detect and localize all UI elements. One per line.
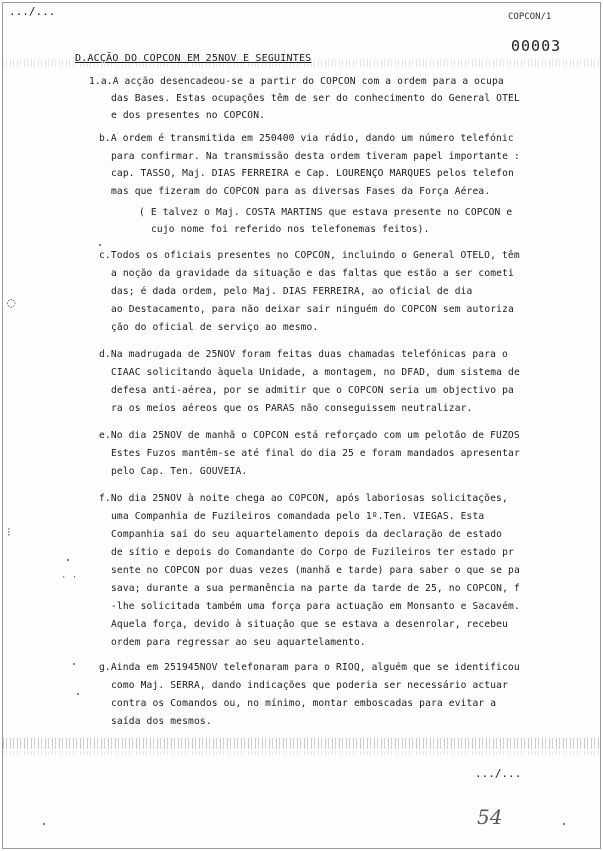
paragraph-line: c.Todos os oficiais presentes no COPCON, incluindo o General OTELO, têm: [99, 250, 520, 261]
paragraph-line: a noção da gravidade da situação e das faltas que estão a ser cometi: [111, 268, 514, 279]
paragraph-line: defesa anti-aérea, por se admitir que o COPCON seria um objectivo pa: [111, 385, 514, 396]
paragraph-line: f.No dia 25NOV à noite chega ao COPCON, após laboriosas solicitações,: [99, 493, 508, 504]
paragraph-line: das Bases. Estas ocupações têm de ser do conhecimento do General OTEL: [111, 93, 520, 104]
paragraph-line: uma Companhia de Fuzileiros comandada pelo 1º.Ten. VIEGAS. Esta: [111, 511, 485, 522]
margin-dots: · ·: [61, 573, 78, 583]
paragraph-line: mas que fizeram do COPCON para as diversas Fases da Força Aérea.: [111, 186, 491, 197]
paragraph-line: cujo nome foi referido nos telefonemas feitos).: [151, 224, 430, 235]
margin-mark: ◌: [7, 295, 16, 311]
continuation-mark: .../...: [475, 767, 522, 780]
paragraph-line: b.A ordem é transmitida em 250400 via rádio, dando um número telefónic: [99, 133, 514, 144]
paragraph-line: das; é dada ordem, pelo Maj. DIAS FERREIRA, ao oficial de dia: [111, 286, 473, 297]
paragraph-line: sava; durante a sua permanência na parte da tarde de 25, no COPCON, f: [111, 583, 520, 594]
paragraph-line: para confirmar. Na transmissão desta ordem tiveram papel importante :: [111, 151, 520, 162]
paragraph-line: Companhia saí do seu aquartelamento depois da declaração de estado: [111, 529, 503, 540]
paragraph-line: g.Ainda em 251945NOV telefonaram para o RIOQ, alguém que se identificou: [99, 662, 520, 673]
scan-noise-band: [3, 751, 600, 755]
paragraph-line: ordem para regressar ao seu aquartelamento.: [111, 637, 366, 648]
header-left-mark: .../...: [9, 5, 56, 18]
handwritten-page-number: 54: [477, 805, 503, 829]
document-reference: COPCON/1: [508, 12, 552, 22]
paragraph-line: Estes Fuzos mantêm-se até final do dia 25 e foram mandados apresentar: [111, 448, 520, 459]
paragraph-line: ção do oficial de serviço ao mesmo.: [111, 322, 319, 333]
paragraph-line: contra os Comandos ou, no mínimo, montar emboscadas para evitar a: [111, 698, 497, 709]
document-page: [2, 2, 601, 849]
paragraph-line: ao Destacamento, para não deixar sair ninguém do COPCON sem autoriza: [111, 304, 514, 315]
paragraph-line: ( E talvez o Maj. COSTA MARTINS que estava presente no COPCON e: [139, 207, 513, 218]
paragraph-line: como Maj. SERRA, dando indicações que poderia ser necessário actuar: [111, 680, 509, 691]
paragraph-line: CIAAC solicitando àquela Unidade, a montagem, no DFAD, dum sistema de: [111, 367, 520, 378]
paragraph-line: e dos presentes no COPCON.: [111, 110, 266, 121]
paragraph-line: Aquela força, devido à situação que se estava a desenrolar, recebeu: [111, 619, 509, 630]
paragraph-line: -lhe solicitada também uma força para actuação em Monsanto e Sacavém.: [111, 601, 520, 612]
paragraph-line: pelo Cap. Ten. GOUVEIA.: [111, 466, 248, 477]
scan-noise-band: [3, 738, 600, 749]
paragraph-line: cap. TASSO, Maj. DIAS FERREIRA e Cap. LOURENÇO MARQUES pelos telefon: [111, 168, 514, 179]
paragraph-line: e.No dia 25NOV de manhã o COPCON está reforçado com um pelotão de FUZOS: [99, 430, 520, 441]
section-title: D.ACÇÃO DO COPCON EM 25NOV E SEGUINTES: [75, 53, 312, 64]
paragraph-line: ra os meios aéreos que os PARAS não conseguissem neutralizar.: [111, 403, 473, 414]
paragraph-line: de sítio e depois do Comandante do Corpo de Fuzileiros ter estado pr: [111, 547, 514, 558]
page-code: 00003: [511, 37, 562, 55]
margin-mark: ⁝: [7, 525, 11, 539]
paragraph-line: 1.a.A acção desencadeou-se a partir do COPCON com a ordem para a ocupa: [89, 76, 504, 87]
paragraph-line: saída dos mesmos.: [111, 716, 212, 727]
paragraph-line: d.Na madrugada de 25NOV foram feitas duas chamadas telefónicas para o: [99, 349, 508, 360]
paragraph-line: sente no COPCON por duas vezes (manhã e tarde) para saber o que se pa: [111, 565, 520, 576]
